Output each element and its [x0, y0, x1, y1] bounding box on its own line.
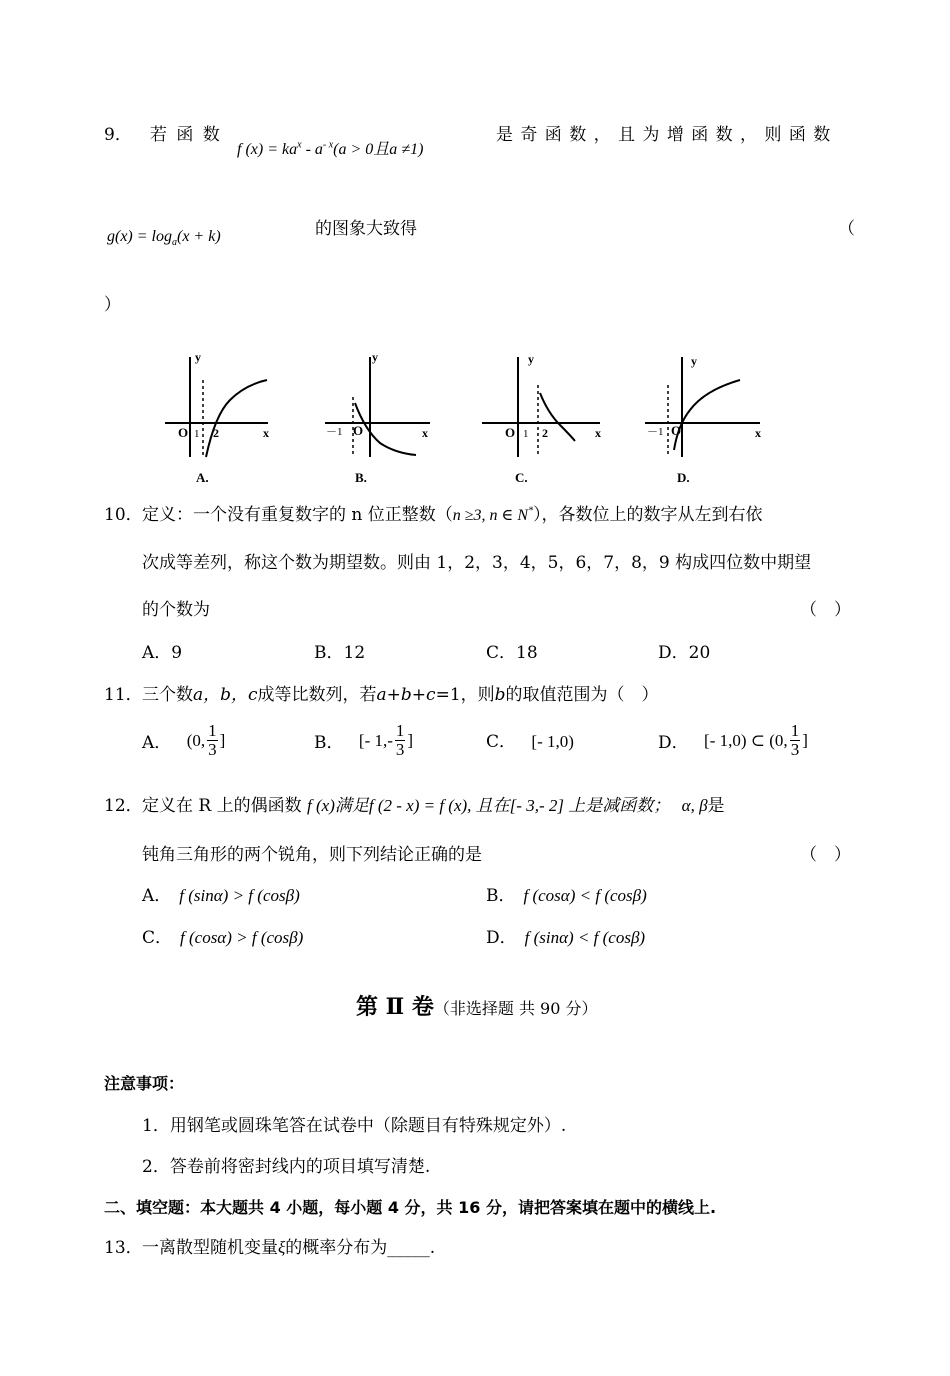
graph-d-y: y	[691, 354, 697, 368]
q11-option-a-pre: (0,	[186, 730, 206, 750]
q12-option-a-value: f (sinα) > f (cosβ)	[179, 886, 300, 905]
q12-option-d-label: D．	[486, 928, 517, 948]
q9-exp2: - x	[322, 139, 334, 151]
q12-option-a-label: A．	[142, 886, 172, 906]
q10-answer-paren: （ ）	[800, 600, 851, 620]
graph-d-label: D.	[677, 470, 690, 485]
q11-option-b	[314, 722, 413, 759]
q11-stem	[142, 680, 659, 705]
q11-text-a: 三个数	[142, 685, 193, 705]
notes-heading: 注意事项：	[104, 1074, 185, 1093]
q11-option-d-label: D．	[658, 733, 689, 753]
graph-c-o: O	[505, 425, 516, 440]
graph-d-curve	[674, 380, 740, 450]
q10-line3: 的个数为	[142, 600, 210, 620]
q9-g-formula	[107, 228, 221, 248]
q11-text-b: 成等比数列，若	[257, 685, 377, 705]
q9-graphs	[150, 345, 790, 490]
graph-b-curve	[355, 403, 416, 455]
q9-exp1: x	[297, 139, 302, 151]
q12-option-a	[142, 881, 300, 906]
q9-g-log: g(x) = log	[107, 228, 172, 245]
q12-text-b: 是	[707, 796, 725, 816]
q11-option-b-post: ]	[407, 730, 414, 750]
q12-option-d-value: f (sinα) < f (cosβ)	[524, 928, 646, 947]
graph-a-y: y	[195, 350, 201, 364]
q11-option-d-den: 3	[790, 740, 800, 759]
q9-g-sub: a	[172, 237, 177, 249]
q11-option-a-post: ]	[219, 730, 226, 750]
graph-a-label: A.	[196, 470, 209, 485]
graph-a	[165, 357, 268, 457]
q12-option-c-value: f (cosα) > f (cosβ)	[180, 928, 304, 947]
q9-paren-close: ）	[104, 295, 121, 315]
q10-cond	[453, 507, 533, 524]
q11-number: 11．	[104, 685, 143, 705]
graph-a-2: 2	[213, 426, 219, 440]
q11-option-a-label: A．	[142, 733, 172, 753]
graph-d-x: x	[755, 426, 761, 440]
q10-option-c-label: C．	[486, 643, 517, 663]
q11-option-d	[658, 722, 808, 759]
q10-line1	[142, 500, 763, 525]
q11-text-d: 的取值范围为（ ）	[505, 685, 659, 705]
q11-eq: a+b+c	[376, 685, 436, 705]
q9-paren-open: （	[838, 219, 855, 239]
graph-a-x: x	[263, 426, 269, 440]
q11-text-c: =1，则	[435, 685, 495, 705]
graph-b-label: B.	[355, 470, 367, 485]
q13-text-b: 的概率分布为	[285, 1238, 388, 1258]
q10-option-a-label: A．	[142, 643, 172, 663]
q10-option-d-value: 20	[688, 643, 711, 663]
graph-d-neg1: －1	[647, 426, 664, 438]
q10-option-d	[658, 638, 710, 663]
graph-a-1: 1	[194, 428, 200, 440]
graph-c-2: 2	[542, 426, 548, 440]
q11-option-a	[142, 722, 225, 759]
q10-option-d-label: D．	[658, 643, 689, 663]
q11-option-c-label: C．	[486, 732, 517, 752]
q10-line1a: 定义：一个没有重复数字的 n 位正整数（	[142, 505, 453, 525]
graph-d-o: O	[671, 423, 682, 438]
q12-option-b-label: B．	[486, 886, 516, 906]
graph-b	[325, 357, 430, 457]
notes-item-1: 1．用钢笔或圆珠笔答在试卷中（除题目有特殊规定外）.	[142, 1116, 567, 1136]
q12-alpha-beta: α, β	[681, 796, 708, 815]
graph-b-x: x	[422, 426, 428, 440]
q11-option-b-label: B．	[314, 733, 344, 753]
q12-option-b	[486, 881, 647, 906]
q10-option-a-value: 9	[171, 643, 183, 663]
q10-number: 10．	[104, 505, 143, 525]
q11-option-a-num: 1	[208, 721, 217, 740]
q9-g-text: 的图象大致得	[315, 219, 417, 239]
q10-option-a	[142, 638, 182, 663]
q12-option-d	[486, 923, 645, 948]
q10-cond-text: n ≥3, n ∈ N	[452, 507, 529, 524]
q10-option-c	[486, 638, 538, 663]
graph-c	[482, 357, 600, 457]
q10-line1b: ），各数位上的数字从左到右依	[533, 505, 763, 525]
q11-option-b-frac	[395, 722, 406, 759]
q10-option-b	[314, 638, 365, 663]
q11-vars: a，b，c	[193, 685, 258, 705]
q13-end: .	[429, 1238, 436, 1258]
section2-heading	[356, 990, 598, 1021]
q11-b: b	[494, 685, 506, 705]
q13-stem	[142, 1233, 435, 1258]
q9-minus: -	[301, 141, 315, 158]
q9-rest: 是 奇 函 数 ， 且 为 增 函 数 ， 则 函 数	[496, 125, 832, 145]
q10-option-b-label: B．	[314, 643, 344, 663]
q10-line2: 次成等差列，称这个数为期望数。则由 1，2，3，4，5，6，7，8，9 构成四位数中期望	[142, 553, 812, 573]
q12-line2: 钝角三角形的两个锐角，则下列结论正确的是	[142, 845, 482, 865]
q12-text-a: 定义在 R 上的偶函数	[142, 796, 302, 816]
q12-line1	[142, 791, 725, 816]
q13-text-a: 一离散型随机变量	[142, 1238, 278, 1258]
q9-base2: a	[314, 141, 323, 158]
q12-option-c-label: C．	[142, 928, 173, 948]
q13-xi: ξ	[278, 1238, 286, 1257]
q10-option-b-value: 12	[343, 643, 366, 663]
section2-title: 第 Ⅱ 卷	[356, 994, 434, 1020]
q11-option-d-num: 1	[790, 721, 800, 740]
q11-option-b-num: 1	[395, 721, 405, 740]
q11-option-d-pre: [- 1,0) ⊂ (0,	[704, 730, 788, 750]
q9-cond: (a > 0且a ≠1)	[333, 141, 424, 158]
part2-heading: 二、填空题：本大题共 4 小题，每小题 4 分，共 16 分，请把答案填在题中的横线上.	[104, 1198, 717, 1217]
q9-number: 9．	[104, 125, 132, 145]
q9-formula	[237, 136, 423, 159]
section2-subtitle: （非选择题 共 90 分）	[433, 999, 598, 1018]
graph-b-neg1: －1	[326, 426, 343, 438]
q11-option-b-den: 3	[395, 740, 405, 759]
q11-option-c-pre: [- 1,0)	[531, 732, 574, 751]
graph-c-label: C.	[515, 470, 528, 485]
q10-option-c-value: 18	[516, 643, 538, 663]
graph-a-curve	[206, 380, 267, 457]
graph-c-1: 1	[523, 428, 529, 440]
notes-item-2: 2．答卷前将密封线内的项目填写清楚.	[142, 1157, 431, 1177]
graph-a-o: O	[178, 425, 189, 440]
q12-option-c	[142, 923, 303, 948]
q12-option-b-value: f (cosα) < f (cosβ)	[523, 886, 647, 905]
graph-c-y: y	[528, 352, 534, 366]
q12-formula: f (x)满足f (2 - x) = f (x), 且在[- 3,- 2] 上是减函数；	[307, 796, 671, 815]
q9-lead: 若 函 数	[150, 125, 222, 145]
graph-d	[645, 357, 760, 457]
q11-option-b-pre: [- 1,-	[358, 730, 393, 750]
q11-option-a-frac	[207, 722, 218, 759]
q11-option-d-post: ]	[802, 730, 808, 750]
q13-blank[interactable]: _____	[387, 1238, 430, 1258]
q12-answer-paren: （ ）	[800, 845, 851, 865]
q13-number: 13．	[104, 1238, 143, 1258]
graph-b-o: O	[353, 423, 364, 438]
q11-option-d-frac	[790, 722, 801, 759]
graph-c-x: x	[595, 426, 601, 440]
q10-cond-sup: *	[528, 505, 534, 517]
q11-option-c	[486, 722, 574, 762]
q9-g-arg: (x + k)	[177, 228, 221, 245]
graph-b-y: y	[372, 350, 378, 364]
q11-option-a-den: 3	[208, 740, 217, 759]
q9-formula-main: f (x) = ka	[237, 141, 298, 158]
q12-number: 12．	[104, 796, 143, 816]
